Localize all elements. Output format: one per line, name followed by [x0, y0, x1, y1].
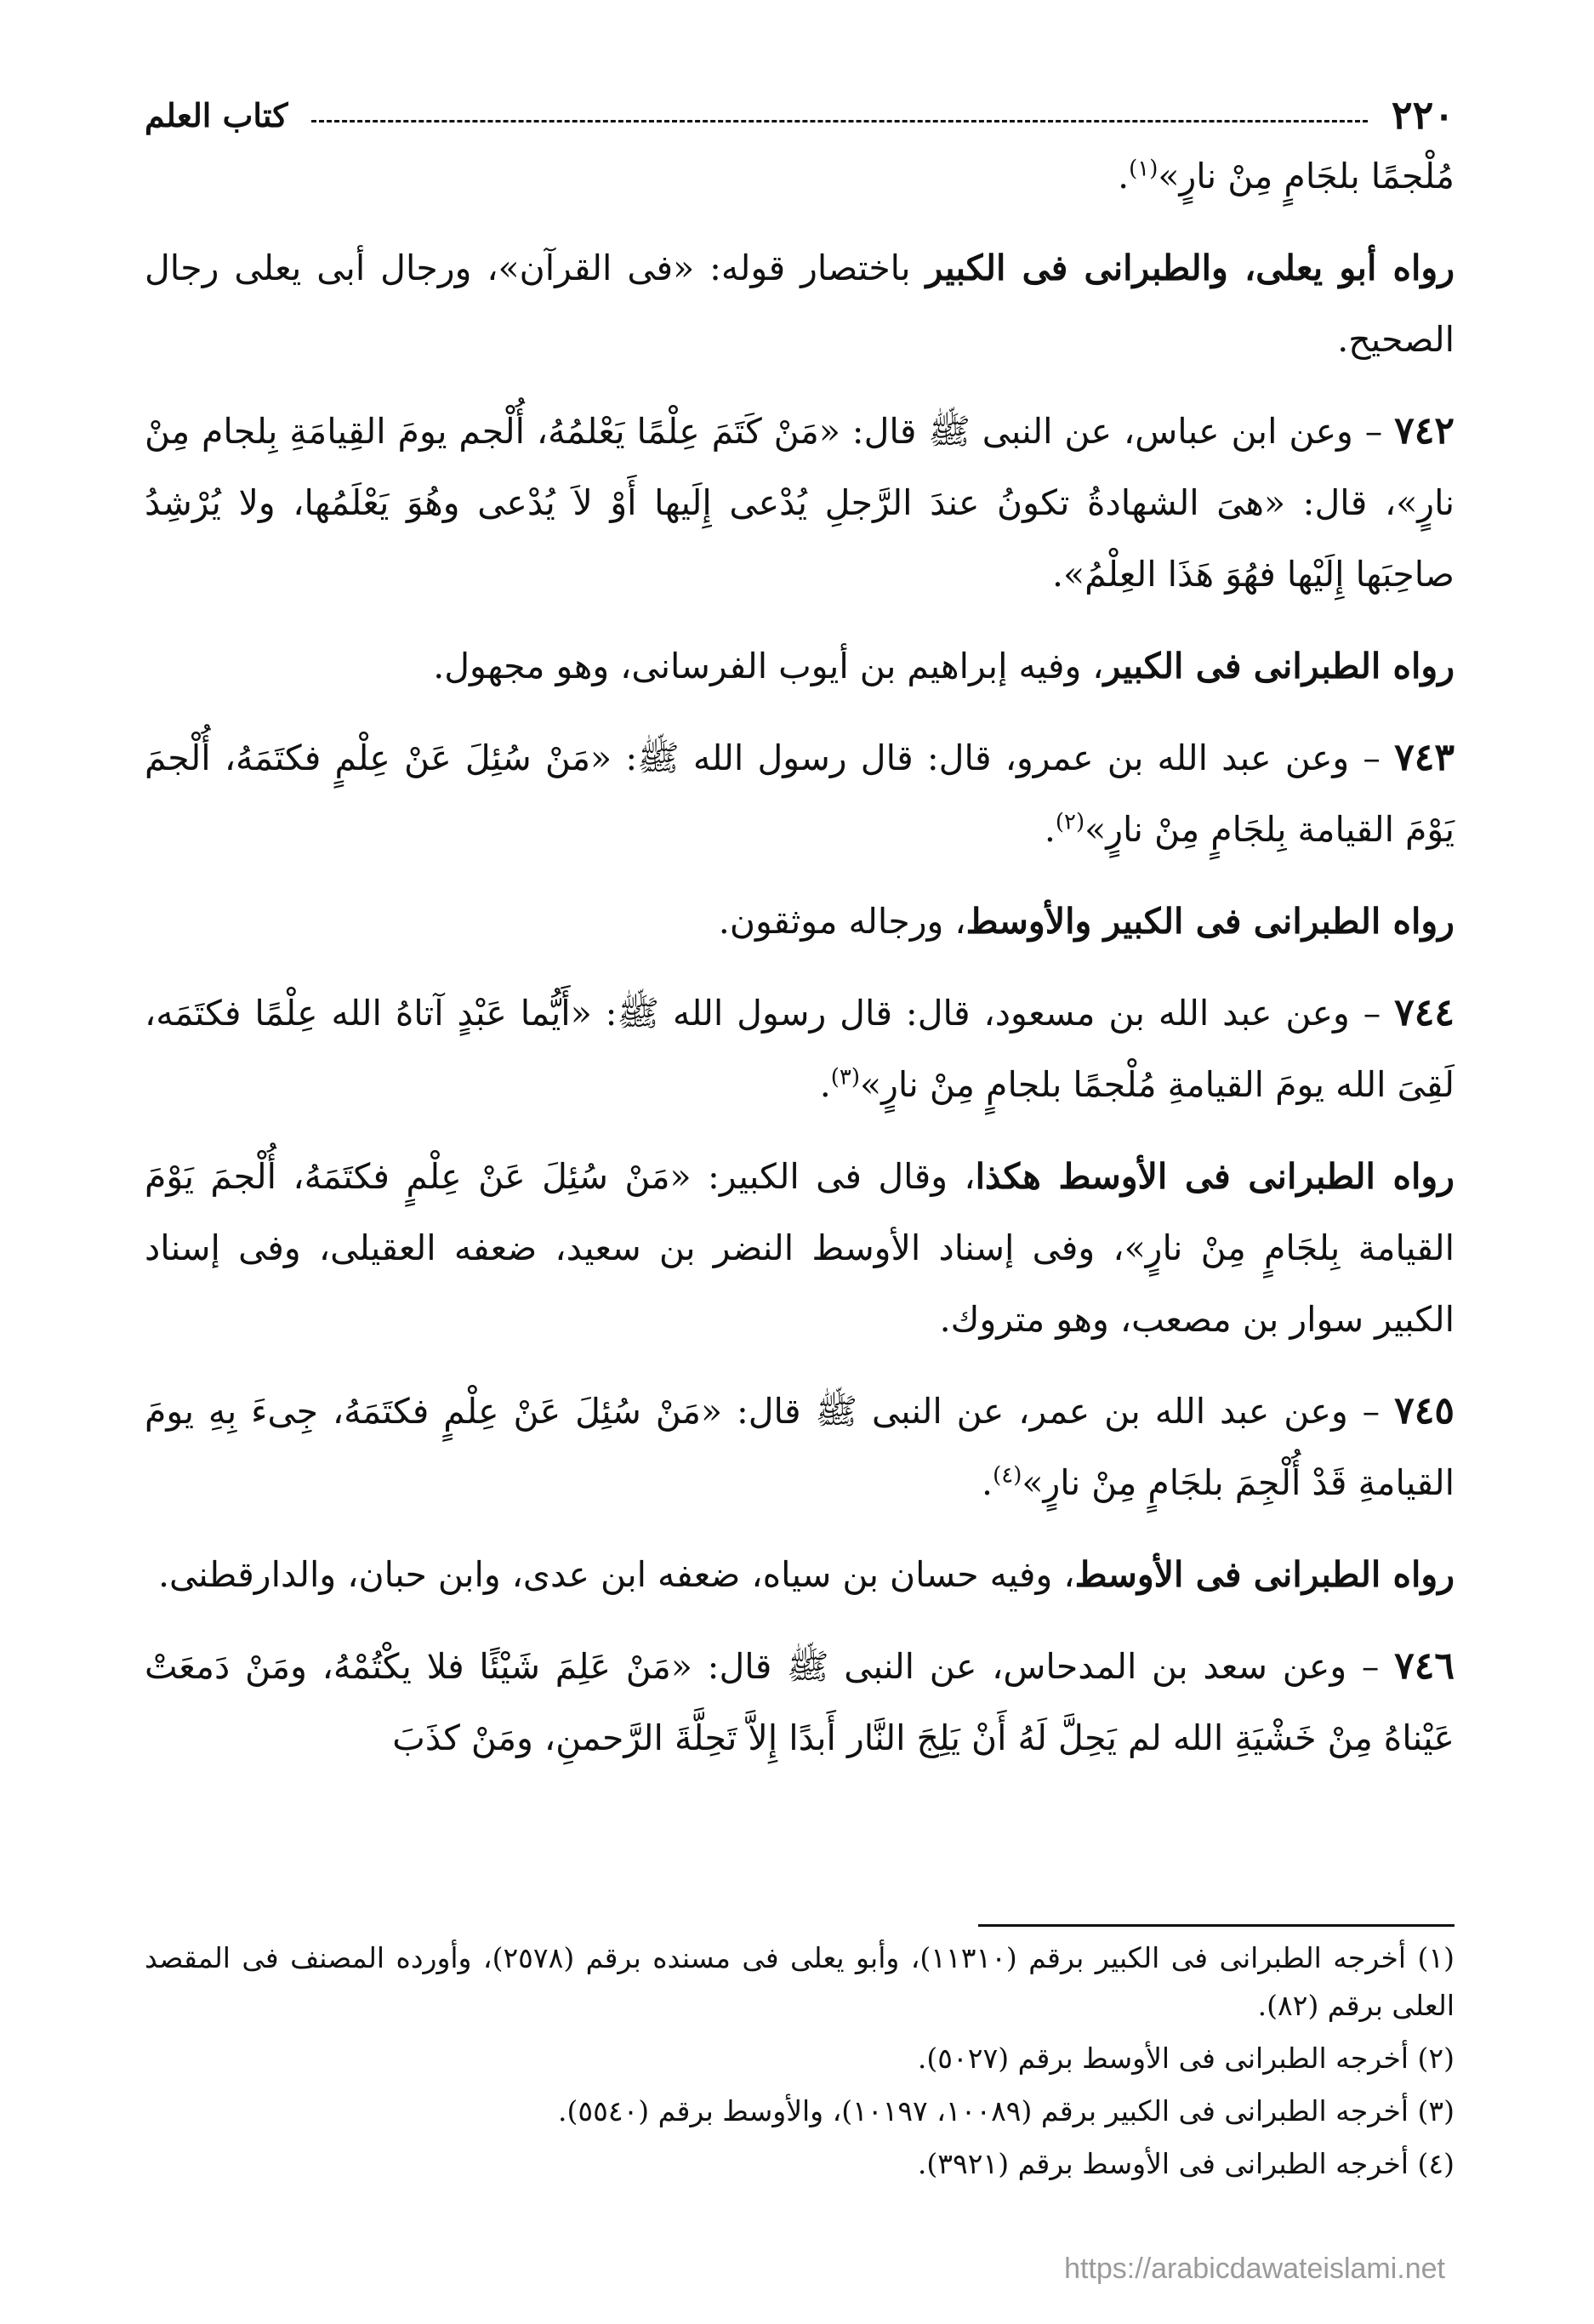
- page-number: ٢٢٠: [1391, 92, 1455, 138]
- hadith-paragraph: ٧٤٤ – وعن عبد الله بن مسعود، قال: قال رسول الله ﷺ: «أَيُّما عَبْدٍ آتاهُ الله عِلْمًا فكتَمَه، لَقِىَ الله يومَ القيامةِ مُلْجمًا بلجامٍ مِنْ نارٍ»$^{(٣)}$.: [145, 991, 1455, 1105]
- hadith-number: ٧٤٥: [1394, 1389, 1455, 1433]
- footnotes: [145, 1933, 1455, 2193]
- footnote: (٤) أخرجه الطبرانى فى الأوسط برقم (٣٩٢١).: [917, 2147, 1455, 2180]
- footnote: (٢) أخرجه الطبرانى فى الأوسط برقم (٥٠٢٧).: [917, 2042, 1455, 2075]
- footnote-ref: (٣): [830, 1064, 861, 1091]
- hadith-paragraph: ٧٤٦ – وعن سعد بن المدحاس، عن النبى ﷺ قال: «مَنْ عَلِمَ شَيْئًا فلا يكْتُمْهُ، ومَنْ دَمعَتْ عَيْناهُ مِنْ خَشْيَةِ الله لم يَحِلَّ لَهُ أَنْ يَلِجَ النَّار أَبدًا إِلاَّ تَحِلَّةَ الرَّحمنِ، ومَنْ كذَبَ: [145, 1644, 1455, 1758]
- footnote-separator: [978, 1924, 1455, 1927]
- footnote-ref: (١): [1129, 156, 1158, 182]
- narration-note: رواه الطبرانى فى الكبير والأوسط، ورجاله موثقون.: [718, 901, 1455, 942]
- narration-note: رواه أبو يعلى، والطبرانى فى الكبير باختصار قوله: «فى القرآن»، ورجال أبى يعلى رجال الصحيح.: [145, 248, 1455, 360]
- main-text: [145, 140, 1455, 1794]
- watermark-url: https://arabicdawateislami.net: [1064, 2253, 1445, 2285]
- page-header: [145, 85, 1455, 145]
- continued-text: مُلْجمًا بلجَامٍ مِنْ نارٍ»$^{(١)}$.: [1118, 156, 1455, 197]
- narration-note: رواه الطبرانى فى الأوسط، وفيه حسان بن سياه، ضعفه ابن عدى، وابن حبان، والدارقطنى.: [158, 1554, 1455, 1595]
- hadith-number: ٧٤٤: [1394, 991, 1455, 1034]
- footnote-ref: (٢): [1055, 809, 1085, 835]
- hadith-number: ٧٤٦: [1394, 1644, 1455, 1688]
- header-dashed-rule: [311, 120, 1367, 122]
- hadith-number: ٧٤٢: [1394, 409, 1455, 453]
- footnote: (٣) أخرجه الطبرانى فى الكبير برقم (١٠٠٨٩، ١٠١٩٧)، والأوسط برقم (٥٥٤٠).: [558, 2094, 1455, 2127]
- footnote: (١) أخرجه الطبرانى فى الكبير برقم (١١٣١٠)، وأبو يعلى فى مسنده برقم (٢٥٧٨)، وأورده المصنف فى المقصد العلى برقم (٨٢).: [145, 1941, 1455, 2022]
- hadith-paragraph: ٧٤٢ – وعن ابن عباس، عن النبى ﷺ قال: «مَنْ كَتَمَ عِلْمًا يَعْلمُهُ، أُلْجم يومَ القِيامَةِ بِلجام مِنْ نارٍ»، قال: «هىَ الشهادةُ تكونُ عندَ الرَّجلِ يُدْعى إِلَيها أَوْ لاَ يُدْعى وهُوَ يَعْلَمُها، ولا يُرْشِدُ صاحِبَها إِلَيْها فهُوَ هَذَا العِلْمُ».: [145, 409, 1455, 595]
- narration-note: رواه الطبرانى فى الكبير، وفيه إبراهيم بن أيوب الفرسانى، وهو مجهول.: [433, 646, 1455, 686]
- hadith-number: ٧٤٣: [1394, 736, 1455, 779]
- book-title: كتاب العلم: [145, 95, 288, 134]
- footnote-ref: (٤): [993, 1462, 1022, 1489]
- narration-note: رواه الطبرانى فى الأوسط هكذا، وقال فى الكبير: «مَنْ سُئِلَ عَنْ عِلْمٍ فكتَمَهُ، أُلْجمَ يَوْمَ القيامة بِلجَامٍ مِنْ نارٍ»، وفى إسناد الأوسط النضر بن سعيد، ضعفه العقيلى، وفى إسناد الكبير سوار بن مصعب، وهو متروك.: [145, 1156, 1455, 1340]
- hadith-paragraph: ٧٤٣ – وعن عبد الله بن عمرو، قال: قال رسول الله ﷺ: «مَنْ سُئِلَ عَنْ عِلْمٍ فكتَمَهُ، أُلْجمَ يَوْمَ القيامة بِلجَامٍ مِنْ نارٍ»$^{(٢)}$.: [145, 736, 1455, 850]
- hadith-paragraph: ٧٤٥ – وعن عبد الله بن عمر، عن النبى ﷺ قال: «مَنْ سُئِلَ عَنْ عِلْمٍ فكتَمَهُ، جِىءَ بِهِ يومَ القيامةِ قَدْ أُلْجِمَ بلجَامٍ مِنْ نارٍ»$^{(٤)}$.: [145, 1389, 1455, 1503]
